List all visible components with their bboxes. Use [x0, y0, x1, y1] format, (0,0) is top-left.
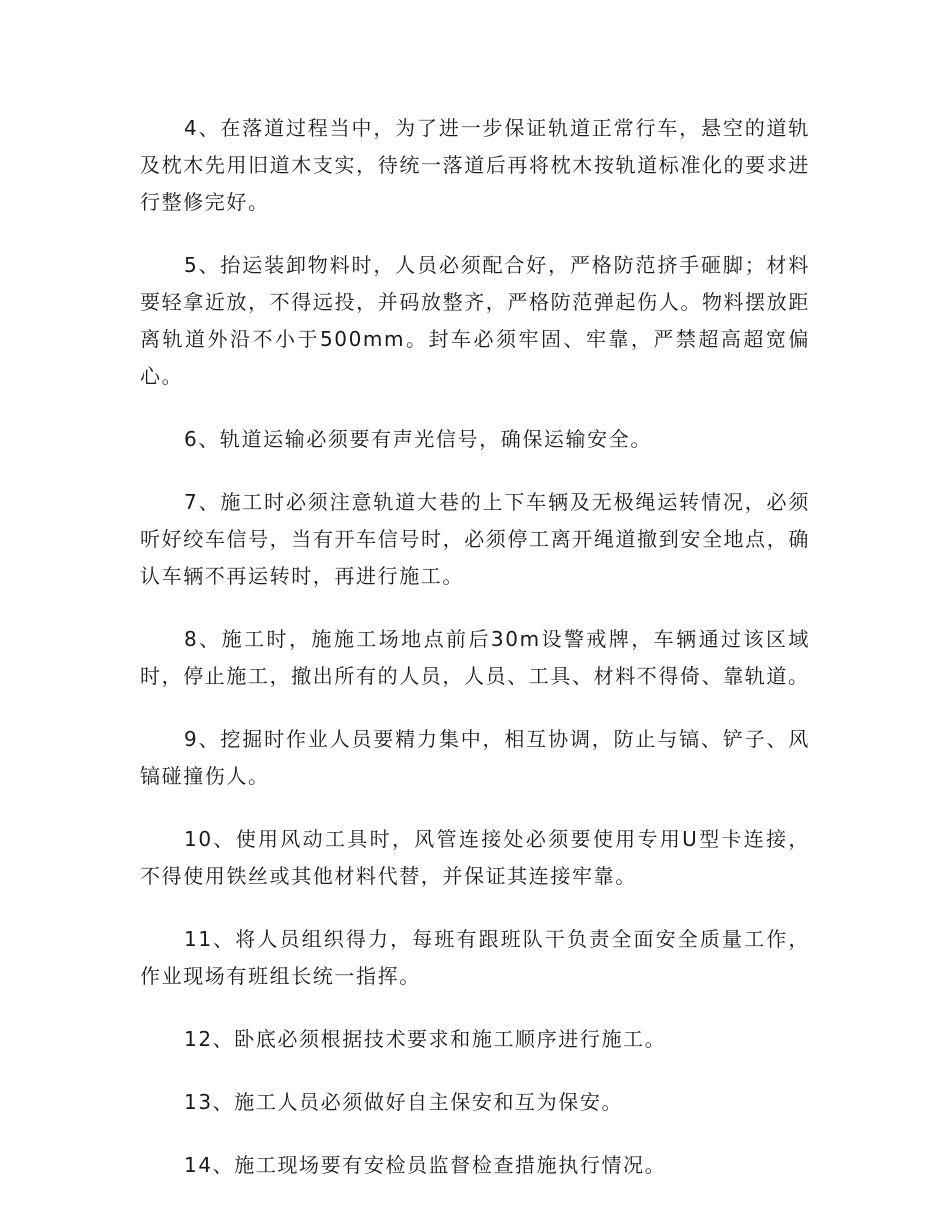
paragraph-item-12: 12、卧底必须根据技术要求和施工顺序进行施工。 — [184, 1027, 667, 1051]
paragraph-item-13: 13、施工人员必须做好自主保安和互为保安。 — [184, 1090, 624, 1114]
paragraph-item-9: 9、挖掘时作业人员要精力集中，相互协调，防止与镐、铲子、风镐碰撞伤人。 — [140, 727, 810, 788]
paragraph-item-6: 6、轨道运输必须要有声光信号，确保运输安全。 — [184, 427, 652, 451]
paragraph-item-8: 8、施工时，施施工场地点前后30m设警戒牌，车辆通过该区域时，停止施工，撤出所有的人员，人员、工具、材料不得倚、靠轨道。 — [140, 627, 810, 688]
paragraph-item-14: 14、施工现场要有安检员监督检查措施执行情况。 — [184, 1153, 667, 1177]
paragraph-item-10: 10、使用风动工具时，风管连接处必须要使用专用U型卡连接，不得使用铁丝或其他材料代替，并保证其连接牢靠。 — [140, 827, 810, 888]
paragraph-item-4: 4、在落道过程当中，为了进一步保证轨道正常行车，悬空的道轨及枕木先用旧道木支实，待统一落道后再将枕木按轨道标准化的要求进行整修完好。 — [140, 116, 810, 214]
paragraph-item-11: 11、将人员组织得力，每班有跟班队干负责全面安全质量工作，作业现场有班组长统一指挥。 — [140, 927, 810, 988]
paragraph-item-7: 7、施工时必须注意轨道大巷的上下车辆及无极绳运转情况，必须听好绞车信号，当有开车信号时，必须停工离开绳道撤到安全地点，确认车辆不再运转时，再进行施工。 — [140, 490, 810, 588]
paragraph-item-5: 5、抬运装卸物料时，人员必须配合好，严格防范挤手砸脚；材料要轻拿近放，不得远投，并码放整齐，严格防范弹起伤人。物料摆放距离轨道外沿不小于500mm。封车必须牢固、牢靠，严禁超高超宽偏心。 — [140, 253, 810, 388]
